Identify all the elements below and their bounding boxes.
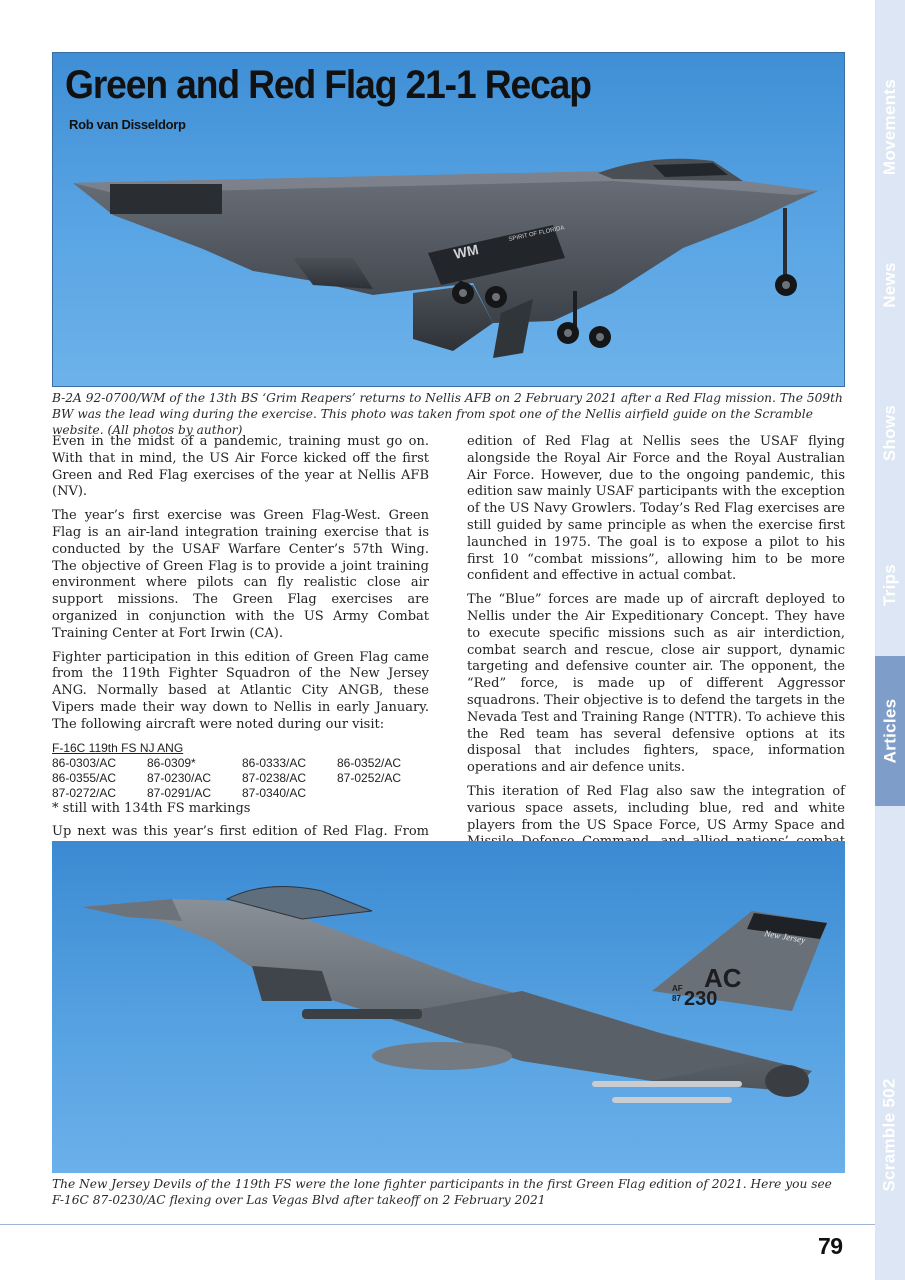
registration-serial: 87-0230/AC [147,770,212,785]
sidebar-issue-label [875,1060,905,1210]
sidebar-tab-label: Articles [880,698,900,764]
f16-photo-caption: The New Jersey Devils of the 119th FS were the lone fighter participants in the first Green Flag edition of 2021. Here you see F-16C 87-0230/AC flexing over Las Vegas Blvd after takeoff on 2 February 2021 [52,1177,832,1207]
sidebar-tab-trips[interactable] [875,545,905,625]
body-paragraph: Up next was this year’s first edition of Red Flag. From [52,824,429,840]
sidebar-tab-label: News [880,262,900,308]
b2-photo-caption: B-2A 92-0700/WM of the 13th BS ‘Grim Reapers’ returns to Nellis AFB on 2 February 2021 after a Red Flag mission. The 509th BW was the lead wing during the exercise. This photo was taken from spot one of the Nellis airfield guide on the Scramble website. (All photos by author) [52,391,843,437]
registration-list [52,756,429,801]
body-paragraph: Even in the midst of a pandemic, training must go on. With that in mind, the US Air Force kicked off the first Green and Red Flag exercises of the year at Nellis AFB (NV). [52,434,429,500]
registration-serial: 87-0291/AC [147,785,212,800]
sidebar-tab-movements[interactable] [875,52,905,202]
b2-tail-code: WM [452,241,480,262]
body-left-column [52,434,429,899]
f16-tail-code: AC [704,963,742,993]
sidebar-tab-label: Shows [880,404,900,461]
hero-photo-b2 [52,52,845,387]
article-author: Rob van Disseldorp [69,117,186,132]
body-paragraph: This iteration of Red Flag also saw the integration of various space assets, including blue, red and white players from the US Space Force, US Army Space and [467,783,845,833]
registration-serial: 86-0303/AC [52,755,117,770]
body-paragraph: Fighter participation in this edition of Green Flag came from the 119th Fighter Squadron of the New Jersey ANG. Normally based at Atlantic City ANGB, these Vipers made their way down to Nellis in early January. The following aircraft were noted during our visit: [52,649,429,732]
registration-serial: 86-0333/AC [242,755,307,770]
body-paragraph: The year’s first exercise was Green Flag-West. Green Flag is an air-land integration training exercise that is conducted by the USAF Warfare Center’s 57th Wing. The objective of Green Flag is to provide a joint training environment where pilots can fly realistic close air support missions. The Green Flag exercises are organized in conjunction with the US Army Combat Training Center at Fort Irwin (CA). [52,508,429,641]
registration-serial: 87-0340/AC [242,785,307,800]
registration-serial: 86-0352/AC [337,755,402,770]
registration-serial: 87-0238/AC [242,770,307,785]
body-paragraph: edition of Red Flag at Nellis sees the USAF flying alongside the Royal Air Force and the Royal Australian Air Force. However, due to the ongoing pandemic, this edition saw mainly USAF participants with the exception of the US Navy Growlers. Today’s Red Flag exercises are still guided by same principle as when the exercise first launched in 1975. The goal is to expose a pilot to his first 10 “combat missions”, allowing him to be more confident and effective in actual combat. [467,434,845,584]
article-title: Green and Red Flag 21-1 Recap [65,63,591,107]
registration-serial: 87-0272/AC [52,785,117,800]
sidebar-tab-articles[interactable] [875,656,905,806]
registration-list-title: F-16C 119th FS NJ ANG [52,740,184,755]
body-right-column [467,434,845,892]
b2-nose-art: SPIRIT OF FLORIDA [508,225,566,243]
sidebar-tab-shows[interactable] [875,385,905,480]
f16-illustration [52,841,845,1173]
section-sidebar [875,0,905,1280]
sidebar-issue-text: Scramble 502 [880,1078,900,1192]
registration-serial: 87-0252/AC [337,770,402,785]
f16-photo [52,841,845,1173]
page-number: 79 [818,1233,843,1259]
footer-rule [0,1224,905,1225]
registration-serial: 86-0355/AC [52,770,117,785]
sidebar-tab-news[interactable] [875,230,905,340]
body-paragraph: The “Blue” forces are made up of aircraft deployed to Nellis under the Air Expeditionary Concept. They have to execute specific missions such as air interdiction, combat search and rescue, close air support, dynamic targeting and defensive counter air. The opponent, the “Red” force, is made up of different Aggressor squadrons. Their objective is to defend the targets in the Nevada Test and Training Range (NTTR). To achieve this the Red team has several defensive options at its disposal that includes fighters, space, information operations and air defence units. [467,592,845,776]
f16-tail-af: AF [672,984,683,993]
f16-tail-band: New Jersey [763,928,806,946]
sidebar-tab-label: Movements [880,78,900,176]
registration-note: * still with 134th FS markings [52,800,251,816]
f16-tail-year: 87 [672,994,681,1003]
sidebar-tab-label: Trips [880,563,899,607]
registration-serial: 86-0309* [147,755,196,770]
f16-tail-serial: 230 [684,988,718,1010]
